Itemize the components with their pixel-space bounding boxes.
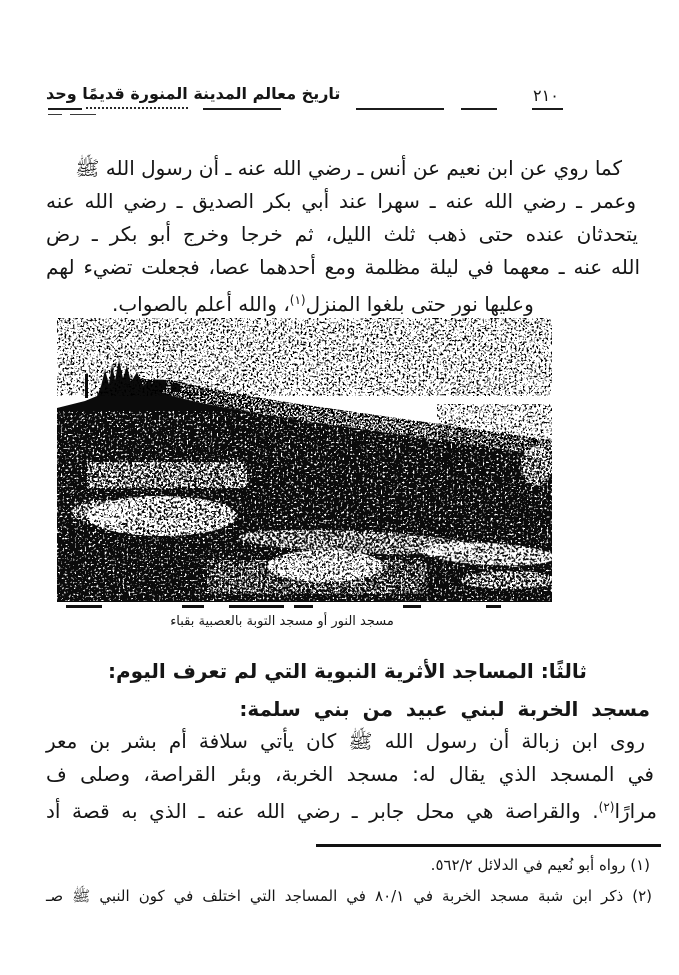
footnote-separator — [316, 844, 661, 847]
header-rule-segment — [461, 108, 497, 110]
body-line: يتحدثان عنده حتى ذهب ثلث الليل، ثم خرجا وخرج أبو بكر ـ رض — [46, 222, 638, 246]
header-rule-tick — [70, 114, 96, 115]
photo-land-speckle — [72, 500, 132, 524]
header-rule-segment — [203, 108, 281, 110]
footnote-ref-1: (١) — [289, 293, 306, 307]
header-rule-segment — [86, 107, 188, 109]
photo-halftone-landscape — [57, 316, 552, 610]
photo-caption: مسجد النور أو مسجد التوبة بالعصبية بقباء — [170, 614, 394, 629]
section-heading-third: ثالثًا: المساجد الأثرية النبوية التي لم تعرف اليوم: — [108, 659, 587, 683]
footnote-ref-2: (٢) — [598, 800, 615, 814]
body-line: في المسجد الذي يقال له: مسجد الخربة، وبئر القراصة، وصلى ف — [46, 762, 654, 786]
photo-sky-speckle — [102, 336, 432, 372]
photo-land-speckle — [521, 446, 552, 486]
running-head-book-title: تاريخ معالم المدينة المنورة قديمًا وحد — [46, 84, 341, 103]
body-line — [46, 793, 657, 825]
body-text: مرارًا — [614, 799, 657, 823]
body-line: كما روي عن ابن نعيم عن أنس ـ رضي الله عنه ـ أن رسول الله ﷺ — [75, 156, 622, 180]
body-text: ، والله أعلم بالصواب. — [112, 292, 290, 316]
footnote-1: (١) رواه أبو نُعيم في الدلائل ٥٦٢/٢. — [430, 856, 650, 874]
body-line — [112, 286, 534, 318]
header-rule-segment — [532, 108, 563, 110]
body-text: . والقراصة هي محل جابر ـ رضي الله عنه ـ الذي به قصة أد — [46, 799, 599, 823]
header-rule-segment — [48, 108, 82, 110]
body-line: وعمر ـ رضي الله عنه ـ سهرا عند أبي بكر الصديق ـ رضي الله عنه — [46, 189, 636, 213]
body-text: وعليها نور حتى بلغوا المنزل — [305, 292, 534, 316]
section-heading-mosque: مسجد الخربة لبني عبيد من بني سلمة: — [239, 697, 650, 721]
header-rule-tick — [48, 114, 62, 115]
body-line: روى ابن زبالة أن رسول الله ﷺ كان يأتي سلافة أم بشر بن معر — [46, 729, 645, 753]
footnote-2: (٢) ذكر ابن شبة مسجد الخربة في ٨٠/١ في المساجد التي اختلف في كون النبي ﷺ صـ — [46, 887, 652, 905]
page-number: ٢١٠ — [533, 86, 559, 105]
body-line: الله عنه ـ معهما في ليلة مظلمة ومع أحدهما عصا، فجعلت تضيء لهم — [46, 255, 640, 279]
photo-land-speckle — [87, 462, 247, 488]
photo-land-speckle — [207, 560, 427, 594]
header-rule-segment — [356, 108, 444, 110]
